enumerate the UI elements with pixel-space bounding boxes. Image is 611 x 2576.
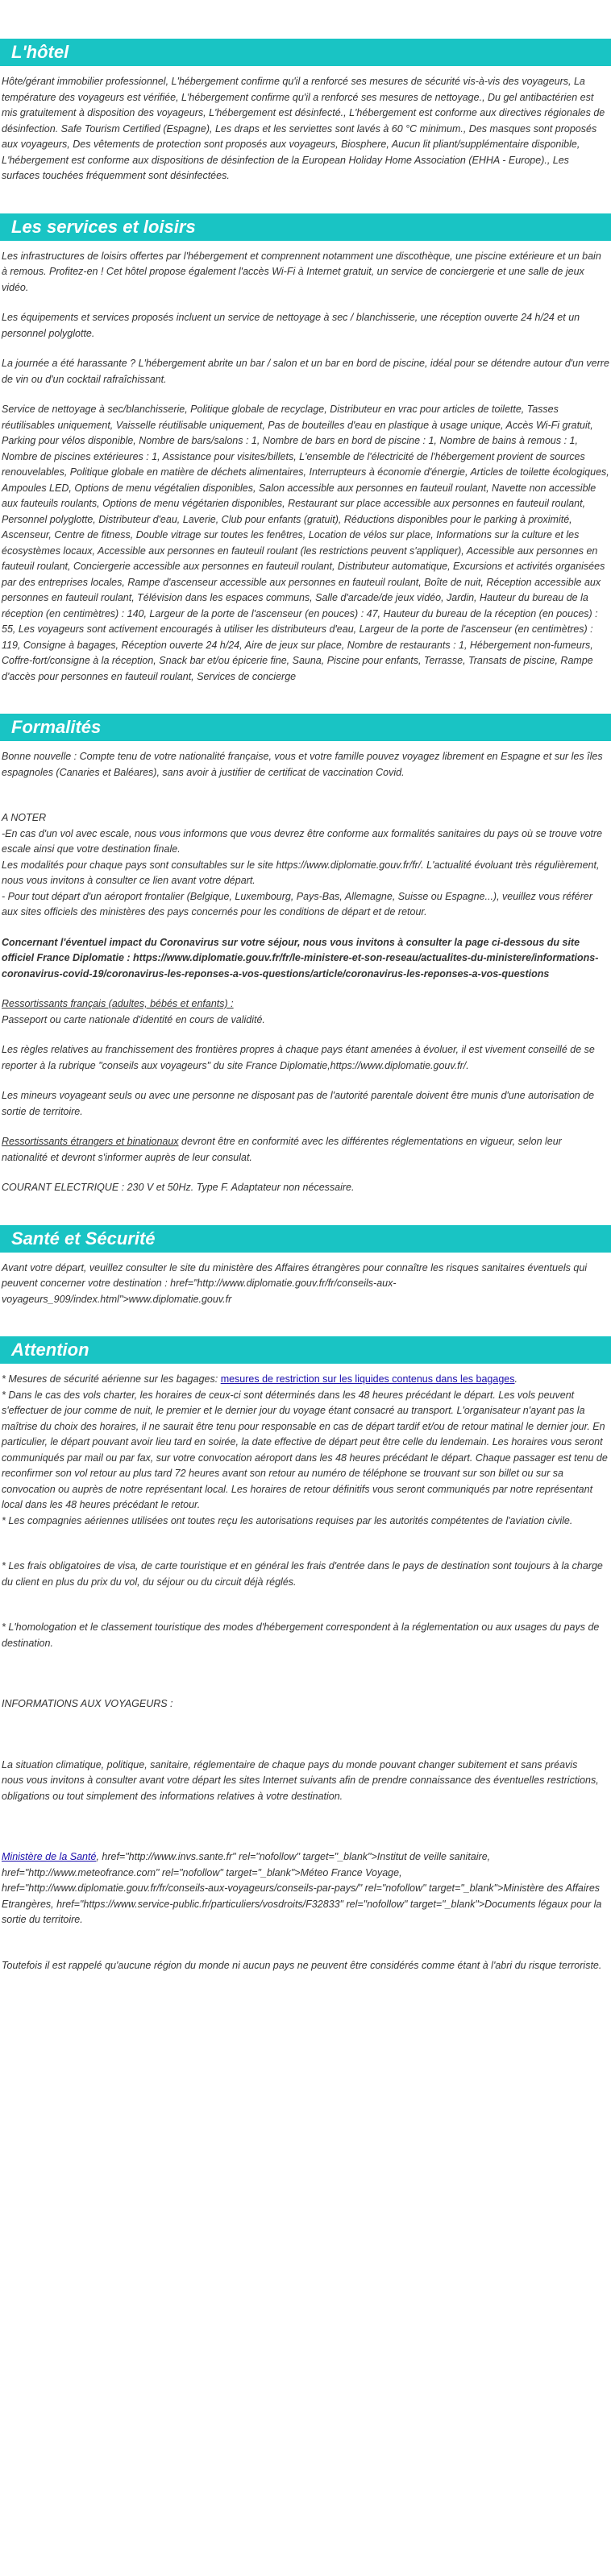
attention-list <box>0 1372 611 1529</box>
compagnies-text: * Les compagnies aériennes utilisées ont toutes reçu les autorisations requises par les autorités compétentes de l'aviation civile. <box>2 1514 573 1526</box>
frais-text: * Les frais obligatoires de visa, de carte touristique et en général les frais d'entrée dans le pays de destination sont toujours à la charge du client en plus du prix du vol, du séjour ou du circuit déjà réglés. <box>2 1560 603 1588</box>
bag-prefix: * Mesures de sécurité aérienne sur les bagages: <box>2 1373 221 1385</box>
sante-text: Avant votre départ, veuillez consulter le site du ministère des Affaires étrangères pour connaître les risques sanitaires éventuels qui peuvent concerner votre destination : href="http://www.diplomatie.gouv.fr/fr/conseils-aux-voyageurs_909/index.html">www.diplomatie.gouv.fr <box>2 1261 588 1305</box>
hotel-text: Hôte/gérant immobilier professionnel, L'hébergement confirme qu'il a renforcé ses mesures de sécurité vis-à-vis des voyageurs, La température des voyageurs est vérifiée, L'hébergement confirme qu'il a renforcé ses mesures de nettoyage., Du gel antibactérien est mis gratuitement à disposition des voyageurs, L'hébergement est désinfecté., L'hébergement est conforme aux directives régionales de désinfection. Safe Tourism Certified (Espagne), Les draps et les serviettes sont lavés à 60 °C minimum., Des masques sont proposés aux voyageurs, Des vêtements de protection sont proposés aux voyageurs, Biosphere, Aucun lit pliant/supplémentaire disponible, L'hébergement est conforme aux dispositions de désinfection de la European Holiday Home Association (EHHA - Europe)., Les surfaces touchées fréquemment sont désinfectées. <box>2 76 605 181</box>
situation-block <box>0 1758 611 1805</box>
noter-line-3: - Pour tout départ d'un aéroport frontalier (Belgique, Luxembourg, Pays-Bas, Allemagne, Suisse ou Espagne...), veuillez vous référer aux sites officiels des ministères des pays concernés pour les conditions de départ et de retour. <box>2 890 592 917</box>
ressort-fr <box>0 996 611 1028</box>
services-equipment: Les équipements et services proposés incluent un service de nettoyage à sec / blanchisserie, une réception ouverte 24 h/24 et un personnel polyglotte. <box>2 312 580 339</box>
services-bar: La journée a été harassante ? L'hébergement abrite un bar / salon et un bar en bord de piscine, idéal pour se détendre autour d'un verre de vin ou d'un cocktail rafraîchissant. <box>2 358 609 385</box>
noter-line-2: Les modalités pour chaque pays sont consultables sur le site https://www.diplomatie.gouv.fr/fr/. L'actualité évoluant très régulièrement, nous vous invitons à consulter ce lien avant votre départ. <box>2 859 600 886</box>
infos-title: INFORMATIONS AUX VOYAGEURS : <box>2 1698 173 1709</box>
attention-section <box>0 1336 611 1973</box>
ressort-fr-text: Passeport ou carte nationale d'identité en cours de validité. <box>2 1013 265 1025</box>
hotel-title: L'hôtel <box>0 39 611 66</box>
courant-text: COURANT ELECTRIQUE : 230 V et 50Hz. Type F. Adaptateur non nécessaire. <box>2 1182 355 1193</box>
sante-title: Santé et Sécurité <box>0 1225 611 1253</box>
formalites-title: Formalités <box>0 714 611 741</box>
horaires-text: * Dans le cas des vols charter, les horaires de ceux-ci sont déterminés dans les 48 heures précédant le départ. Les vols peuvent s'effectuer de jour comme de nuit, le premier et le dernier jour du voyage étant consacré au transport. L'organisateur n'ayant pas la maîtrise du choix des horaires, il ne saurait être tenu pour responsable en cas de départ tardif et/ou de retour matinal le dernier jour. En particulier, le départ pouvant avoir lieu tard en soirée, la date effective de départ peut être celle du lendemain. Les horaires vous seront communiqués par mail ou par fax, sur votre convocation aéroport dans les 48 heures précédant le départ. Chaque passager est tenu de reconfirmer son vol retour au plus tard 72 heures avant son retour au numéro de téléphone se trouvant sur son billet ou sur sa convocation ou auprès de notre représentant local. Les horaires de retour définitifs vous seront communiqués par notre représentant local dans les 48 heures précédant le retour. <box>2 1389 608 1510</box>
services-intro: Les infrastructures de loisirs offertes par l'hébergement et comprennent notamment une discothèque, une piscine extérieure et un bain à remous. Profitez-en ! Cet hôtel propose également l'accès Wi-Fi à Internet gratuit, un service de conciergerie et une salle de jeux vidéo. <box>2 250 601 293</box>
homologation-text: * L'homologation et le classement touristique des modes d'hébergement correspondent à la réglementation ou aux usages du pays de destination. <box>2 1621 600 1649</box>
covid-notice: Concernant l'éventuel impact du Coronavirus sur votre séjour, nous vous invitons à consulter la page ci-dessous du site officiel France Diplomatie : https://www.diplomatie.gouv.fr/fr/le-ministere-et-son-reseau/actualites-du-ministere/informations-coronavirus-covid-19/coronavirus-les-reponses-a-vos-questions/article/coronavirus-les-reponses-a-vos-questions <box>2 936 599 979</box>
formalites-section <box>0 714 611 1196</box>
services-section <box>0 213 611 685</box>
formalites-intro: Bonne nouvelle : Compte tenu de votre nationalité française, vous et votre famille pouvez voyagez librement en Espagne et sur les îles espagnoles (Canaries et Baléares), sans avoir à justifier de certificat de vaccination Covid. <box>2 751 603 778</box>
hotel-section <box>0 39 611 184</box>
formalites-noter <box>0 810 611 921</box>
ressort-etr-text: devront être en conformité avec les différentes réglementations en vigueur, selon leur nationalité et devront s'informer auprès de leur consulat. <box>2 1136 562 1163</box>
ministere-sante-link[interactable]: Ministère de la Santé <box>2 1851 97 1862</box>
liquids-restriction-link[interactable]: mesures de restriction sur les liquides contenus dans les bagages <box>220 1373 515 1385</box>
bag-suffix: . <box>514 1373 517 1385</box>
links-block <box>0 1849 611 1928</box>
noter-title: A NOTER <box>2 812 47 823</box>
services-list: Service de nettoyage à sec/blanchisserie, Politique globale de recyclage, Distributeur en vrac pour articles de toilette, Tasses réutilisables uniquement, Vaisselle réutilisable uniquement, Pas de bouteilles d'eau en plastique à usage unique, Accès Wi-Fi gratuit, Parking pour vélos disponible, Nombre de bars/salons : 1, Nombre de bars en bord de piscine : 1, Nombre de bains à remous : 1, Nombre de piscines extérieures : 1, Assistance pour visites/billets, L'ensemble de l'électricité de l'hébergement provient de sources renouvelables, Politique globale en matière de déchets alimentaires, Interrupteurs à économie d'énergie, Articles de toilette écologiques, Ampoules LED, Options de menu végétalien disponibles, Salon accessible aux personnes en fauteuil roulant, Navette non accessible aux fauteuils roulants, Options de menu végétarien disponibles, Restaurant sur place accessible aux personnes en fauteuil roulant, Personnel polyglotte, Distributeur d'eau, Laverie, Club pour enfants (gratuit), Réductions disponibles pour le parking à proximité, Ascenseur, Centre de fitness, Double vitrage sur toutes les fenêtres, Location de vélos sur place, Informations sur la culture et les écosystèmes locaux, Accessible aux personnes en fauteuil roulant (les restrictions peuvent s'appliquer), Accessible aux personnes en fauteuil roulant, Conciergerie accessible aux personnes en fauteuil roulant, Distributeur automatique, Excursions et activités organisées par des entreprises locales, Rampe d'ascenseur accessible aux personnes en fauteuil roulant, Boîte de nuit, Réception accessible aux personnes en fauteuil roulant, Télévision dans les espaces communs, Salle d'arcade/de jeux vidéo, Jardin, Hauteur du bureau de la réception (en centimètres) : 140, Largeur de la porte de l'ascenseur (en pouces) : 47, Hauteur du bureau de la réception (en pouces) : 55, Les voyageurs sont activement encouragés à utiliser les distributeurs d'eau, Largeur de la porte de l'ascenseur (en centimètres) : 119, Consigne à bagages, Réception ouverte 24 h/24, Aire de jeux sur place, Nombre de restaurants : 1, Hébergement non-fumeurs, Coffre-fort/consigne à la réception, Snack bar et/ou épicerie fine, Sauna, Piscine pour enfants, Terrasse, Transats de piscine, Rampe d'accès pour personnes en fauteuil roulant, Services de concierge <box>2 404 609 682</box>
attention-title: Attention <box>0 1336 611 1364</box>
links-text: , href="http://www.invs.sante.fr" rel="nofollow" target="_blank">Institut de veille sanitaire, href="http://www.meteofrance.com" rel="nofollow" target="_blank">Méteo France Voyage, href="http://www.diplomatie.gouv.fr/fr/conseils-aux-voyageurs/conseils-par-pays/" rel="nofollow" target="_blank">Ministère des Affaires Etrangères, href="https://www.service-public.fr/particuliers/vosdroits/F32833" rel="nofollow" target="_blank">Documents légaux pour la sortie du territoire. <box>2 1851 602 1925</box>
ressort-fr-title: Ressortissants français (adultes, bébés et enfants) : <box>2 998 234 1009</box>
situation-text-2: nous vous invitons à consulter avant votre départ les sites Internet suivants afin de prendre connaissance des éventuelles restrictions, obligations ou tout simplement des informations relatives à votre destination. <box>2 1775 599 1802</box>
ressort-etr <box>0 1134 611 1166</box>
noter-line-1: -En cas d'un vol avec escale, nous vous informons que vous devrez être conforme aux formalités sanitaires du pays où se trouve votre escale ainsi que votre destination finale. <box>2 827 603 855</box>
toutefois-text: Toutefois il est rappelé qu'aucune région du monde ni aucun pays ne peuvent être considérés comme étant à l'abri du risque terroriste. <box>2 1959 602 1971</box>
regles-text: Les règles relatives au franchissement des frontières propres à chaque pays étant amenées à évoluer, il est vivement conseillé de se reporter à la rubrique "conseils aux voyageurs" du site France Diplomatie,https://www.diplomatie.gouv.fr/. <box>2 1044 595 1071</box>
ressort-etr-title: Ressortissants étrangers et binationaux <box>2 1136 179 1147</box>
situation-text: La situation climatique, politique, sanitaire, réglementaire de chaque pays du monde pouvant changer subitement et sans préavis <box>2 1758 578 1770</box>
services-title: Les services et loisirs <box>0 213 611 241</box>
mineurs-text: Les mineurs voyageant seuls ou avec une personne ne disposant pas de l'autorité parentale doivent être munis d'une autorisation de sortie de territoire. <box>2 1090 595 1117</box>
sante-section <box>0 1225 611 1308</box>
